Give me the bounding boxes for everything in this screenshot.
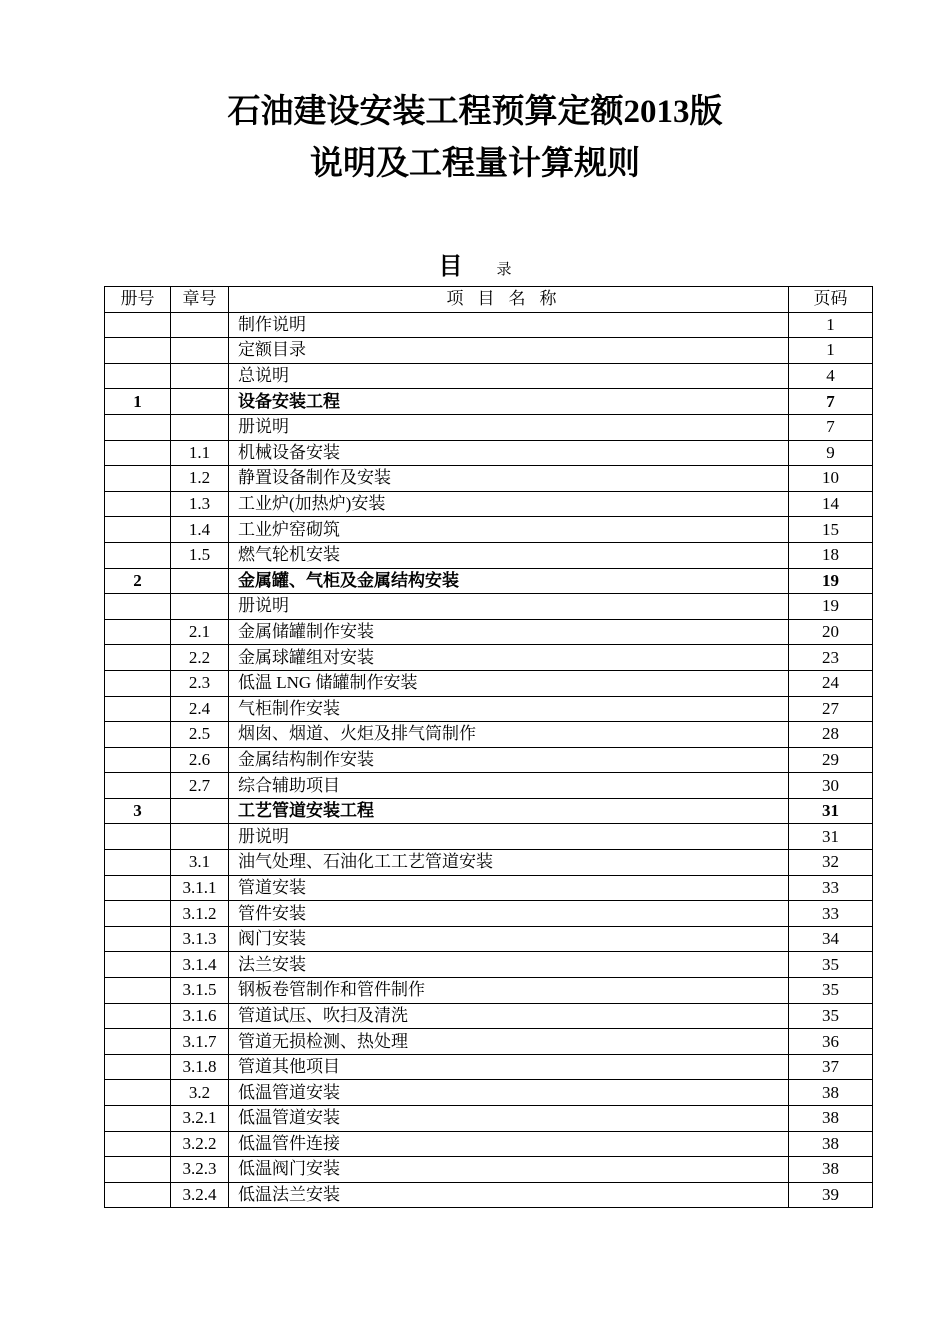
cell-volume	[105, 696, 171, 722]
cell-item-name: 机械设备安装	[229, 440, 789, 466]
toc-heading-suffix: 录	[496, 262, 512, 278]
cell-volume	[105, 440, 171, 466]
cell-item-name: 管道安装	[229, 875, 789, 901]
cell-volume	[105, 901, 171, 927]
cell-page: 37	[789, 1054, 873, 1080]
cell-volume	[105, 363, 171, 389]
cell-item-name: 设备安装工程	[229, 389, 789, 415]
cell-volume	[105, 414, 171, 440]
cell-page: 7	[789, 414, 873, 440]
cell-item-name: 金属结构制作安装	[229, 747, 789, 773]
cell-page: 33	[789, 875, 873, 901]
cell-item-name: 工艺管道安装工程	[229, 798, 789, 824]
cell-page: 24	[789, 670, 873, 696]
document-title: 石油建设安装工程预算定额2013版	[227, 94, 723, 130]
cell-page: 18	[789, 542, 873, 568]
cell-page: 15	[789, 517, 873, 543]
cell-chapter	[171, 414, 229, 440]
cell-volume	[105, 773, 171, 799]
cell-chapter	[171, 338, 229, 364]
table-row	[105, 517, 873, 543]
cell-volume	[105, 542, 171, 568]
cell-chapter: 3.1.1	[171, 875, 229, 901]
cell-chapter: 2.5	[171, 722, 229, 748]
cell-page: 9	[789, 440, 873, 466]
table-row	[105, 1157, 873, 1183]
cell-volume	[105, 952, 171, 978]
header-chapter: 章号	[171, 287, 229, 313]
table-row	[105, 389, 873, 415]
cell-volume	[105, 491, 171, 517]
cell-chapter	[171, 824, 229, 850]
cell-chapter: 2.3	[171, 670, 229, 696]
cell-chapter: 2.4	[171, 696, 229, 722]
cell-volume: 3	[105, 798, 171, 824]
cell-page: 23	[789, 645, 873, 671]
table-row	[105, 619, 873, 645]
cell-volume	[105, 1182, 171, 1208]
table-row	[105, 1003, 873, 1029]
table-row	[105, 338, 873, 364]
cell-item-name: 低温法兰安装	[229, 1182, 789, 1208]
table-row	[105, 568, 873, 594]
cell-chapter: 3.1	[171, 850, 229, 876]
cell-chapter	[171, 594, 229, 620]
cell-chapter: 2.6	[171, 747, 229, 773]
toc-header-row	[105, 287, 873, 313]
cell-item-name: 烟囱、烟道、火炬及排气筒制作	[229, 722, 789, 748]
cell-item-name: 低温管件连接	[229, 1131, 789, 1157]
cell-page: 20	[789, 619, 873, 645]
header-page: 页码	[789, 287, 873, 313]
cell-volume: 2	[105, 568, 171, 594]
cell-item-name: 阀门安装	[229, 926, 789, 952]
cell-chapter: 3.2.4	[171, 1182, 229, 1208]
cell-volume	[105, 1080, 171, 1106]
cell-page: 34	[789, 926, 873, 952]
cell-page: 32	[789, 850, 873, 876]
cell-item-name: 油气处理、石油化工工艺管道安装	[229, 850, 789, 876]
cell-chapter	[171, 798, 229, 824]
cell-volume	[105, 594, 171, 620]
cell-volume	[105, 338, 171, 364]
cell-page: 28	[789, 722, 873, 748]
cell-volume	[105, 978, 171, 1004]
cell-item-name: 定额目录	[229, 338, 789, 364]
cell-volume	[105, 722, 171, 748]
cell-volume	[105, 645, 171, 671]
header-volume: 册号	[105, 287, 171, 313]
cell-volume: 1	[105, 389, 171, 415]
cell-page: 38	[789, 1080, 873, 1106]
cell-item-name: 低温阀门安装	[229, 1157, 789, 1183]
cell-item-name: 管道无损检测、热处理	[229, 1029, 789, 1055]
cell-page: 35	[789, 978, 873, 1004]
cell-chapter: 2.7	[171, 773, 229, 799]
table-row	[105, 773, 873, 799]
cell-chapter	[171, 389, 229, 415]
cell-item-name: 册说明	[229, 414, 789, 440]
cell-page: 38	[789, 1131, 873, 1157]
cell-chapter: 3.2.3	[171, 1157, 229, 1183]
toc-table	[104, 286, 873, 1208]
table-row	[105, 850, 873, 876]
cell-item-name: 低温管道安装	[229, 1106, 789, 1132]
cell-volume	[105, 1157, 171, 1183]
cell-chapter: 1.4	[171, 517, 229, 543]
cell-chapter: 1.2	[171, 466, 229, 492]
table-row	[105, 1080, 873, 1106]
cell-item-name: 低温 LNG 储罐制作安装	[229, 670, 789, 696]
table-row	[105, 798, 873, 824]
cell-page: 30	[789, 773, 873, 799]
cell-item-name: 法兰安装	[229, 952, 789, 978]
cell-chapter: 1.1	[171, 440, 229, 466]
cell-chapter: 3.2	[171, 1080, 229, 1106]
table-row	[105, 696, 873, 722]
cell-page: 1	[789, 312, 873, 338]
cell-item-name: 燃气轮机安装	[229, 542, 789, 568]
cell-page: 35	[789, 952, 873, 978]
table-row	[105, 645, 873, 671]
table-row	[105, 1029, 873, 1055]
table-row	[105, 1182, 873, 1208]
table-row	[105, 952, 873, 978]
cell-item-name: 管道试压、吹扫及清洗	[229, 1003, 789, 1029]
table-row	[105, 978, 873, 1004]
cell-volume	[105, 1054, 171, 1080]
table-row	[105, 466, 873, 492]
cell-page: 31	[789, 798, 873, 824]
table-row	[105, 824, 873, 850]
table-row	[105, 312, 873, 338]
table-row	[105, 414, 873, 440]
cell-chapter: 1.3	[171, 491, 229, 517]
cell-item-name: 管件安装	[229, 901, 789, 927]
table-row	[105, 875, 873, 901]
cell-item-name: 总说明	[229, 363, 789, 389]
cell-page: 14	[789, 491, 873, 517]
cell-chapter: 3.1.2	[171, 901, 229, 927]
cell-item-name: 工业炉(加热炉)安装	[229, 491, 789, 517]
cell-item-name: 管道其他项目	[229, 1054, 789, 1080]
cell-chapter: 3.1.3	[171, 926, 229, 952]
cell-page: 33	[789, 901, 873, 927]
table-row	[105, 440, 873, 466]
cell-item-name: 金属储罐制作安装	[229, 619, 789, 645]
cell-volume	[105, 1003, 171, 1029]
cell-chapter: 3.1.8	[171, 1054, 229, 1080]
cell-chapter: 3.1.6	[171, 1003, 229, 1029]
cell-page: 7	[789, 389, 873, 415]
cell-item-name: 综合辅助项目	[229, 773, 789, 799]
cell-page: 36	[789, 1029, 873, 1055]
cell-item-name: 气柜制作安装	[229, 696, 789, 722]
cell-chapter: 3.1.4	[171, 952, 229, 978]
cell-item-name: 金属罐、气柜及金属结构安装	[229, 568, 789, 594]
document-subtitle: 说明及工程量计算规则	[310, 146, 640, 182]
table-row	[105, 747, 873, 773]
cell-volume	[105, 670, 171, 696]
cell-page: 38	[789, 1106, 873, 1132]
table-row	[105, 901, 873, 927]
cell-page: 19	[789, 568, 873, 594]
cell-page: 10	[789, 466, 873, 492]
cell-chapter: 3.2.1	[171, 1106, 229, 1132]
cell-page: 39	[789, 1182, 873, 1208]
cell-item-name: 钢板卷管制作和管件制作	[229, 978, 789, 1004]
table-row	[105, 926, 873, 952]
cell-chapter	[171, 363, 229, 389]
cell-page: 19	[789, 594, 873, 620]
cell-volume	[105, 875, 171, 901]
table-row	[105, 491, 873, 517]
table-row	[105, 1054, 873, 1080]
cell-chapter	[171, 568, 229, 594]
cell-volume	[105, 312, 171, 338]
cell-item-name: 制作说明	[229, 312, 789, 338]
cell-item-name: 册说明	[229, 824, 789, 850]
cell-chapter	[171, 312, 229, 338]
cell-item-name: 册说明	[229, 594, 789, 620]
cell-page: 29	[789, 747, 873, 773]
table-row	[105, 1106, 873, 1132]
cell-volume	[105, 850, 171, 876]
table-row	[105, 594, 873, 620]
cell-page: 4	[789, 363, 873, 389]
table-row	[105, 670, 873, 696]
cell-volume	[105, 466, 171, 492]
cell-volume	[105, 747, 171, 773]
toc-body	[105, 312, 873, 1208]
cell-volume	[105, 1131, 171, 1157]
cell-page: 27	[789, 696, 873, 722]
cell-volume	[105, 619, 171, 645]
table-row	[105, 722, 873, 748]
cell-item-name: 静置设备制作及安装	[229, 466, 789, 492]
cell-page: 31	[789, 824, 873, 850]
cell-page: 1	[789, 338, 873, 364]
cell-volume	[105, 1106, 171, 1132]
cell-item-name: 低温管道安装	[229, 1080, 789, 1106]
table-row	[105, 542, 873, 568]
cell-chapter: 2.1	[171, 619, 229, 645]
cell-item-name: 金属球罐组对安装	[229, 645, 789, 671]
cell-chapter: 3.1.5	[171, 978, 229, 1004]
cell-chapter: 1.5	[171, 542, 229, 568]
toc-heading	[0, 246, 950, 281]
cell-chapter: 3.2.2	[171, 1131, 229, 1157]
cell-volume	[105, 1029, 171, 1055]
cell-volume	[105, 824, 171, 850]
cell-chapter: 3.1.7	[171, 1029, 229, 1055]
cell-volume	[105, 926, 171, 952]
cell-item-name: 工业炉窑砌筑	[229, 517, 789, 543]
table-row	[105, 1131, 873, 1157]
cell-volume	[105, 517, 171, 543]
toc-heading-main: 目	[438, 254, 463, 280]
cell-chapter: 2.2	[171, 645, 229, 671]
header-item-name: 项目名称	[229, 287, 789, 313]
cell-page: 38	[789, 1157, 873, 1183]
cell-page: 35	[789, 1003, 873, 1029]
table-row	[105, 363, 873, 389]
